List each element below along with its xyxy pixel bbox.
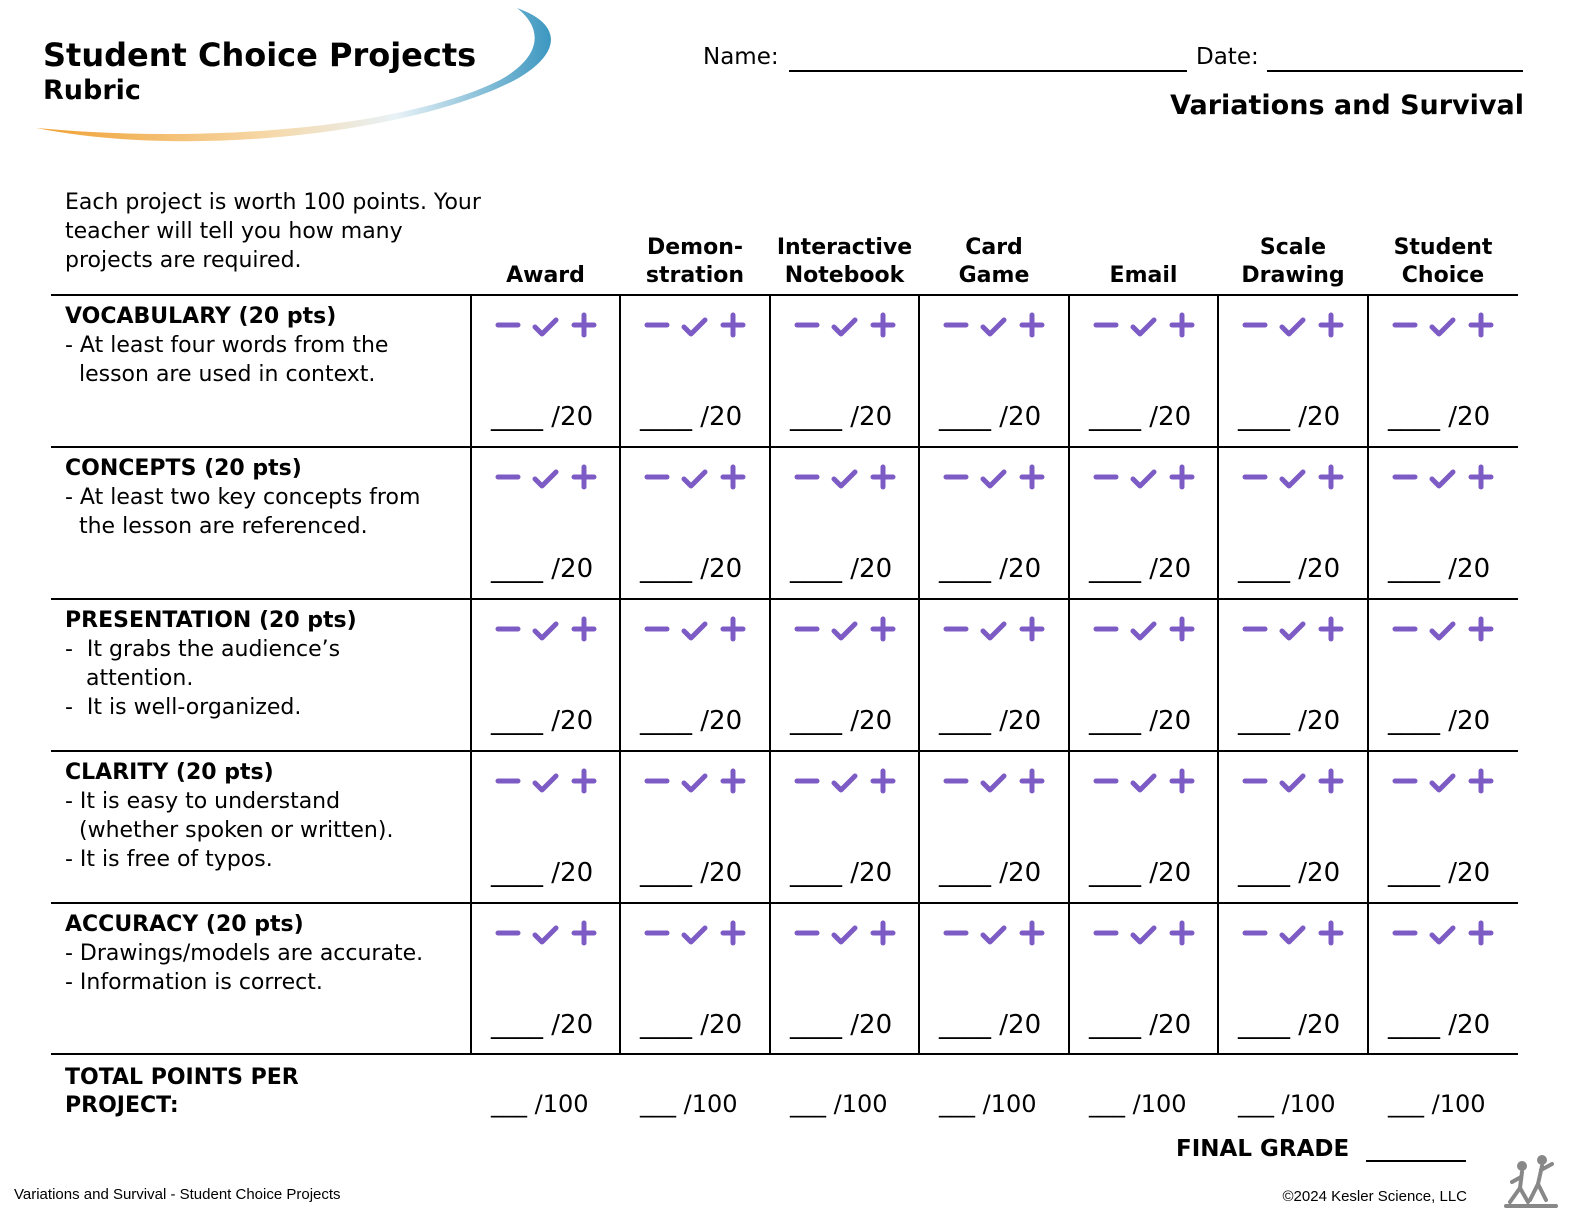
criterion-4 — [65, 758, 465, 874]
score-field[interactable]: ____ /20 — [939, 1010, 1042, 1040]
rating-marks — [789, 616, 901, 646]
rating-marks — [1088, 920, 1200, 950]
plus-icon[interactable] — [1022, 923, 1042, 943]
criterion-description: - At least two key concepts from — [65, 485, 421, 510]
criterion-description: - It grabs the audience’s — [65, 637, 341, 662]
rating-marks — [490, 920, 602, 950]
plus-icon[interactable] — [723, 315, 743, 335]
score-field[interactable]: ____ /20 — [491, 858, 594, 888]
rating-marks — [1237, 464, 1349, 494]
rating-marks — [938, 464, 1050, 494]
rating-marks — [1088, 464, 1200, 494]
plus-icon[interactable] — [574, 315, 594, 335]
score-field[interactable]: ____ /20 — [1238, 1010, 1341, 1040]
check-icon[interactable] — [1282, 472, 1303, 486]
check-icon[interactable] — [1133, 472, 1154, 486]
criterion-description: (whether spoken or written). — [65, 818, 394, 843]
score-field[interactable]: ____ /20 — [640, 858, 743, 888]
plus-icon[interactable] — [574, 923, 594, 943]
criterion-title: CLARITY (20 pts) — [65, 760, 274, 785]
check-icon[interactable] — [983, 928, 1004, 942]
rating-marks — [1237, 768, 1349, 798]
check-icon[interactable] — [535, 776, 556, 790]
check-icon[interactable] — [1133, 624, 1154, 638]
row-divider — [51, 902, 1518, 904]
row-divider — [51, 750, 1518, 752]
criterion-description: - At least four words from the — [65, 333, 389, 358]
rating-marks — [938, 768, 1050, 798]
rating-marks — [938, 616, 1050, 646]
plus-icon[interactable] — [1471, 467, 1491, 487]
rating-marks — [1387, 768, 1499, 798]
rating-marks — [1387, 312, 1499, 342]
plus-icon[interactable] — [1321, 619, 1341, 639]
score-field[interactable]: ____ /20 — [1089, 402, 1192, 432]
score-field[interactable]: ____ /20 — [790, 1010, 893, 1040]
rating-marks — [639, 464, 751, 494]
check-icon[interactable] — [1282, 776, 1303, 790]
check-icon[interactable] — [684, 320, 705, 334]
check-icon[interactable] — [1432, 624, 1453, 638]
check-icon[interactable] — [535, 320, 556, 334]
check-icon[interactable] — [535, 472, 556, 486]
score-field[interactable]: ____ /20 — [491, 1010, 594, 1040]
rating-marks — [1387, 920, 1499, 950]
rating-marks — [1088, 312, 1200, 342]
column-header-2: Demon- stration — [645, 235, 745, 288]
plus-icon[interactable] — [1471, 771, 1491, 791]
plus-icon[interactable] — [1022, 315, 1042, 335]
plus-icon[interactable] — [1172, 315, 1192, 335]
check-icon[interactable] — [834, 472, 855, 486]
score-field[interactable]: ____ /20 — [1089, 554, 1192, 584]
score-field[interactable]: ____ /20 — [1388, 706, 1491, 736]
score-field[interactable]: ____ /20 — [640, 706, 743, 736]
rating-marks — [490, 616, 602, 646]
plus-icon[interactable] — [574, 619, 594, 639]
total-score-field[interactable]: ___ /100 — [1089, 1090, 1187, 1118]
rating-marks — [1237, 920, 1349, 950]
rating-marks — [639, 920, 751, 950]
check-icon[interactable] — [1432, 320, 1453, 334]
plus-icon[interactable] — [1022, 467, 1042, 487]
score-field[interactable]: ____ /20 — [1238, 554, 1341, 584]
rating-marks — [1237, 616, 1349, 646]
rating-marks — [490, 464, 602, 494]
rating-marks — [490, 768, 602, 798]
rating-marks — [1088, 768, 1200, 798]
criterion-5 — [65, 910, 465, 997]
criterion-2 — [65, 454, 465, 541]
check-icon[interactable] — [834, 776, 855, 790]
plus-icon[interactable] — [873, 315, 893, 335]
rating-marks — [639, 616, 751, 646]
criterion-description: - Drawings/models are accurate. — [65, 941, 424, 966]
total-score-field[interactable]: ___ /100 — [491, 1090, 589, 1118]
name-field[interactable] — [789, 70, 1187, 72]
score-field[interactable]: ____ /20 — [790, 402, 893, 432]
name-label: Name: — [703, 44, 779, 70]
plus-icon[interactable] — [723, 771, 743, 791]
page-subtitle: Rubric — [43, 75, 141, 106]
score-field[interactable]: ____ /20 — [1388, 402, 1491, 432]
date-field[interactable] — [1267, 70, 1523, 72]
page-title: Student Choice Projects — [43, 36, 477, 74]
footer-left: Variations and Survival - Student Choice Projects — [14, 1186, 341, 1203]
plus-icon[interactable] — [873, 771, 893, 791]
check-icon[interactable] — [684, 472, 705, 486]
score-field[interactable]: ____ /20 — [1238, 402, 1341, 432]
rating-marks — [1088, 616, 1200, 646]
plus-icon[interactable] — [1172, 467, 1192, 487]
rating-marks — [938, 312, 1050, 342]
score-field[interactable]: ____ /20 — [491, 402, 594, 432]
row-divider — [51, 446, 1518, 448]
score-field[interactable]: ____ /20 — [790, 706, 893, 736]
check-icon[interactable] — [535, 624, 556, 638]
criterion-description: - Information is correct. — [65, 970, 323, 995]
column-header-4: Card Game — [958, 235, 1030, 288]
check-icon[interactable] — [684, 928, 705, 942]
check-icon[interactable] — [535, 928, 556, 942]
score-field[interactable]: ____ /20 — [939, 554, 1042, 584]
plus-icon[interactable] — [1172, 619, 1192, 639]
plus-icon[interactable] — [1022, 619, 1042, 639]
check-icon[interactable] — [1133, 320, 1154, 334]
criterion-3 — [65, 606, 465, 722]
score-field[interactable]: ____ /20 — [939, 858, 1042, 888]
score-field[interactable]: ____ /20 — [491, 554, 594, 584]
score-field[interactable]: ____ /20 — [939, 706, 1042, 736]
check-icon[interactable] — [684, 624, 705, 638]
rating-marks — [639, 312, 751, 342]
check-icon[interactable] — [1133, 928, 1154, 942]
score-field[interactable]: ____ /20 — [1089, 858, 1192, 888]
check-icon[interactable] — [834, 320, 855, 334]
plus-icon[interactable] — [873, 467, 893, 487]
kesler-logo-icon — [1500, 1150, 1562, 1212]
check-icon[interactable] — [1432, 928, 1453, 942]
plus-icon[interactable] — [1321, 315, 1341, 335]
score-field[interactable]: ____ /20 — [790, 554, 893, 584]
plus-icon[interactable] — [723, 619, 743, 639]
final-grade-label: FINAL GRADE — [1176, 1136, 1350, 1162]
score-field[interactable]: ____ /20 — [640, 402, 743, 432]
criterion-title: CONCEPTS (20 pts) — [65, 456, 302, 481]
column-divider — [619, 295, 621, 1054]
criterion-1 — [65, 302, 465, 389]
plus-icon[interactable] — [1471, 923, 1491, 943]
date-label: Date: — [1196, 44, 1259, 70]
plus-icon[interactable] — [873, 619, 893, 639]
score-field[interactable]: ____ /20 — [1388, 1010, 1491, 1040]
column-header-5: Email — [1109, 263, 1178, 288]
score-field[interactable]: ____ /20 — [1089, 1010, 1192, 1040]
column-divider — [1217, 295, 1219, 1054]
check-icon[interactable] — [983, 776, 1004, 790]
check-icon[interactable] — [1282, 320, 1303, 334]
criterion-description: - It is free of typos. — [65, 847, 273, 872]
total-score-field[interactable]: ___ /100 — [790, 1090, 888, 1118]
column-divider — [1367, 295, 1369, 1054]
topic-heading: Variations and Survival — [1170, 90, 1524, 121]
rating-marks — [938, 920, 1050, 950]
score-field[interactable]: ____ /20 — [1238, 858, 1341, 888]
score-field[interactable]: ____ /20 — [790, 858, 893, 888]
column-divider — [470, 295, 472, 1054]
total-score-field[interactable]: ___ /100 — [1388, 1090, 1486, 1118]
rating-marks — [789, 768, 901, 798]
score-field[interactable]: ____ /20 — [939, 402, 1042, 432]
plus-icon[interactable] — [1321, 771, 1341, 791]
check-icon[interactable] — [983, 320, 1004, 334]
check-icon[interactable] — [1432, 776, 1453, 790]
plus-icon[interactable] — [574, 771, 594, 791]
score-field[interactable]: ____ /20 — [491, 706, 594, 736]
criterion-description: - It is easy to understand — [65, 789, 341, 814]
rating-marks — [1387, 616, 1499, 646]
criterion-description: - It is well-organized. — [65, 695, 302, 720]
score-field[interactable]: ____ /20 — [1388, 858, 1491, 888]
rating-marks — [1387, 464, 1499, 494]
column-header-6: Scale Drawing — [1241, 235, 1345, 288]
total-score-field[interactable]: ___ /100 — [939, 1090, 1037, 1118]
plus-icon[interactable] — [723, 923, 743, 943]
total-score-field[interactable]: ___ /100 — [1238, 1090, 1336, 1118]
column-divider — [918, 295, 920, 1054]
score-field[interactable]: ____ /20 — [640, 554, 743, 584]
rating-marks — [789, 464, 901, 494]
plus-icon[interactable] — [1471, 619, 1491, 639]
check-icon[interactable] — [684, 776, 705, 790]
plus-icon[interactable] — [1172, 771, 1192, 791]
rating-marks — [490, 312, 602, 342]
plus-icon[interactable] — [723, 467, 743, 487]
plus-icon[interactable] — [1022, 771, 1042, 791]
rating-marks — [789, 920, 901, 950]
final-grade-field[interactable] — [1366, 1160, 1466, 1162]
score-field[interactable]: ____ /20 — [1388, 554, 1491, 584]
column-header-7: Student Choice — [1393, 235, 1493, 288]
row-divider — [51, 598, 1518, 600]
plus-icon[interactable] — [1471, 315, 1491, 335]
check-icon[interactable] — [1282, 928, 1303, 942]
rating-marks — [789, 312, 901, 342]
total-points-label: TOTAL POINTS PER PROJECT: — [65, 1065, 299, 1118]
criterion-description: attention. — [65, 666, 194, 691]
criterion-description: lesson are used in context. — [65, 362, 376, 387]
plus-icon[interactable] — [1172, 923, 1192, 943]
rating-marks — [1237, 312, 1349, 342]
check-icon[interactable] — [983, 624, 1004, 638]
row-divider — [51, 294, 1518, 296]
check-icon[interactable] — [1133, 776, 1154, 790]
check-icon[interactable] — [834, 928, 855, 942]
score-field[interactable]: ____ /20 — [1238, 706, 1341, 736]
check-icon[interactable] — [1282, 624, 1303, 638]
criterion-title: VOCABULARY (20 pts) — [65, 304, 337, 329]
score-field[interactable]: ____ /20 — [640, 1010, 743, 1040]
check-icon[interactable] — [834, 624, 855, 638]
plus-icon[interactable] — [873, 923, 893, 943]
footer-copyright: ©2024 Kesler Science, LLC — [1282, 1188, 1467, 1205]
score-field[interactable]: ____ /20 — [1089, 706, 1192, 736]
criterion-title: PRESENTATION (20 pts) — [65, 608, 357, 633]
check-icon[interactable] — [983, 472, 1004, 486]
plus-icon[interactable] — [574, 467, 594, 487]
intro-text: Each project is worth 100 points. Your teacher will tell you how many projects are required. — [65, 190, 481, 273]
column-divider — [769, 295, 771, 1054]
criterion-description: the lesson are referenced. — [65, 514, 368, 539]
row-divider — [51, 1053, 1518, 1055]
column-header-3: Interactive Notebook — [776, 235, 913, 288]
column-header-1: Award — [506, 263, 585, 288]
plus-icon[interactable] — [1321, 923, 1341, 943]
total-score-field[interactable]: ___ /100 — [640, 1090, 738, 1118]
rating-marks — [639, 768, 751, 798]
column-divider — [1068, 295, 1070, 1054]
check-icon[interactable] — [1432, 472, 1453, 486]
plus-icon[interactable] — [1321, 467, 1341, 487]
criterion-title: ACCURACY (20 pts) — [65, 912, 304, 937]
